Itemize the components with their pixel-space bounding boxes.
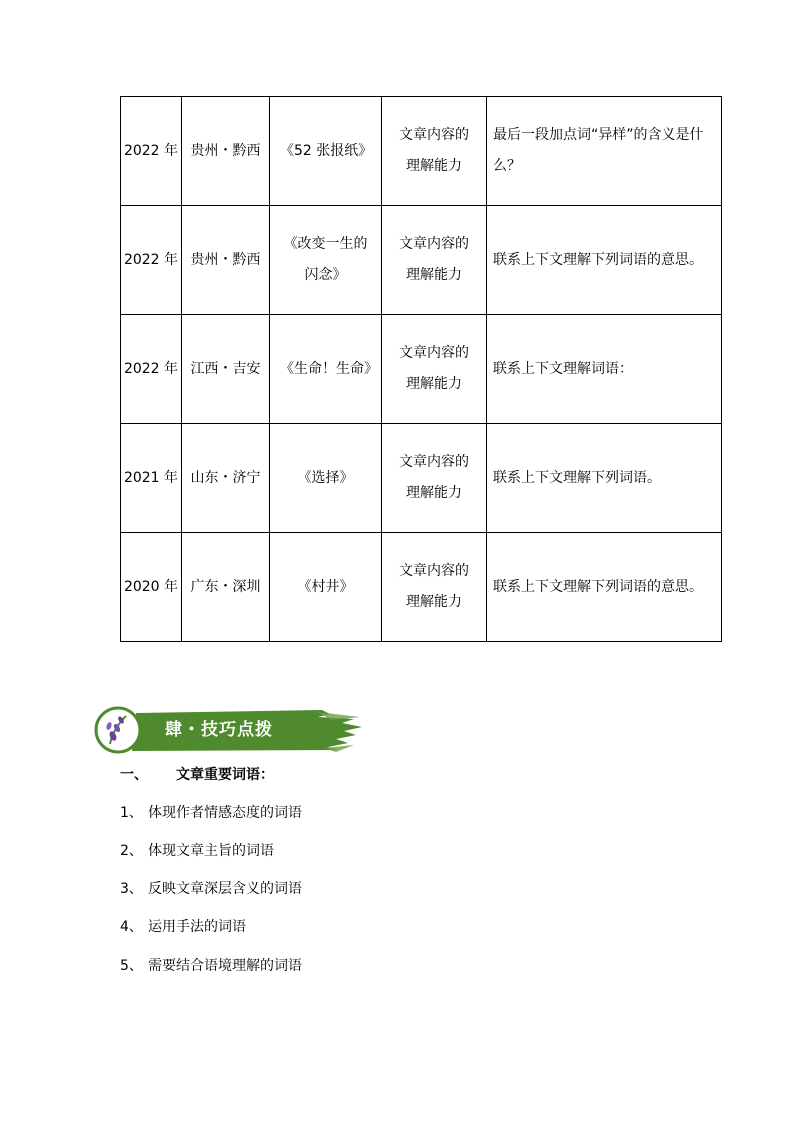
list-item-text: 需要结合语境理解的词语 (148, 958, 302, 974)
article-title-cell: 《生命！生命》 (270, 315, 382, 424)
list-item-text: 反映文章深层含义的词语 (148, 881, 302, 897)
article-title-cell: 《52 张报纸》 (270, 97, 382, 206)
ability-cell: 文章内容的理解能力 (382, 533, 487, 642)
section-heading (120, 764, 274, 784)
list-item-index: 4、 (120, 919, 143, 935)
table-row (121, 315, 722, 424)
table-row (121, 533, 722, 642)
year-cell: 2020 年 (121, 533, 182, 642)
list-item-text: 体现作者情感态度的词语 (148, 805, 302, 821)
question-cell: 联系上下文理解下列词语的意思。 (487, 206, 722, 315)
section-number: 一、 (120, 767, 148, 783)
year-cell: 2022 年 (121, 97, 182, 206)
region-cell: 贵州・黔西 (182, 206, 270, 315)
table-row (121, 97, 722, 206)
ability-cell: 文章内容的理解能力 (382, 97, 487, 206)
banner-title: 肆・技巧点拨 (165, 720, 273, 740)
year-cell: 2022 年 (121, 315, 182, 424)
question-cell: 联系上下文理解下列词语。 (487, 424, 722, 533)
region-cell: 广东・深圳 (182, 533, 270, 642)
list-item (120, 878, 302, 898)
region-cell: 贵州・黔西 (182, 97, 270, 206)
exam-question-table (120, 96, 722, 642)
region-cell: 江西・吉安 (182, 315, 270, 424)
question-cell: 联系上下文理解下列词语的意思。 (487, 533, 722, 642)
list-item (120, 840, 274, 860)
list-item-index: 2、 (120, 843, 143, 859)
table-row (121, 206, 722, 315)
list-item-index: 1、 (120, 805, 143, 821)
table-row (121, 424, 722, 533)
list-item-text: 运用手法的词语 (148, 919, 246, 935)
year-cell: 2021 年 (121, 424, 182, 533)
list-item-index: 3、 (120, 881, 143, 897)
region-cell: 山东・济宁 (182, 424, 270, 533)
year-cell: 2022 年 (121, 206, 182, 315)
list-item (120, 955, 302, 975)
list-item-index: 5、 (120, 958, 143, 974)
list-item-text: 体现文章主旨的词语 (148, 843, 274, 859)
question-cell: 最后一段加点词“异样”的含义是什么？ (487, 97, 722, 206)
ability-cell: 文章内容的理解能力 (382, 424, 487, 533)
ability-cell: 文章内容的理解能力 (382, 206, 487, 315)
ability-cell: 文章内容的理解能力 (382, 315, 487, 424)
article-title-cell: 《村井》 (270, 533, 382, 642)
list-item (120, 802, 302, 822)
list-item (120, 916, 246, 936)
article-title-cell: 《选择》 (270, 424, 382, 533)
article-title-cell: 《改变一生的闪念》 (270, 206, 382, 315)
question-cell: 联系上下文理解词语： (487, 315, 722, 424)
section-heading-text: 文章重要词语： (176, 767, 274, 783)
